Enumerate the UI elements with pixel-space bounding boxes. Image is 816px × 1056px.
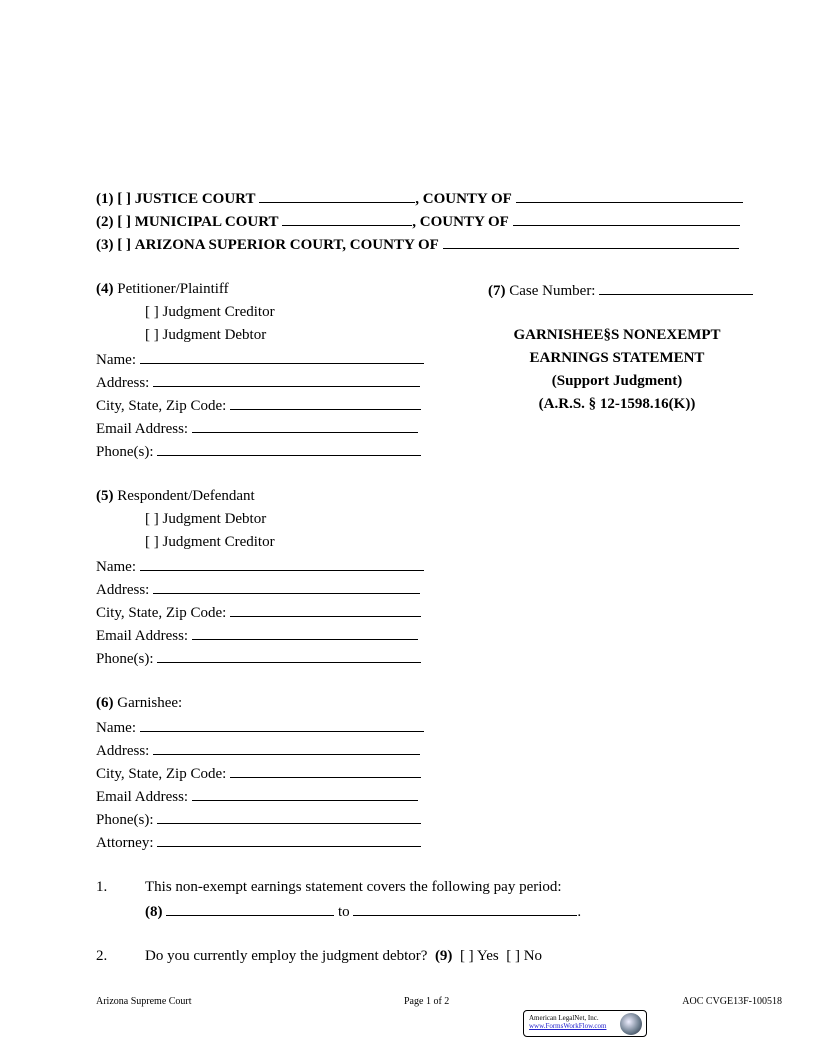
field-label: Attorney: [96,835,154,851]
petitioner-option-debtor[interactable]: [ ] Judgment Debtor [145,327,267,343]
respondent-name-row [96,556,424,574]
field-label: Name: [96,720,136,736]
field-label: City, State, Zip Code: [96,398,227,414]
field-label: Email Address: [96,789,189,805]
case-number-field[interactable] [599,280,753,295]
respondent-option-debtor[interactable]: [ ] Judgment Debtor [145,511,267,527]
item-number: (9) [434,948,453,964]
item-number: (2) [96,214,114,230]
respondent-city-row [96,602,421,620]
county-field[interactable] [513,211,740,226]
field-label: City, State, Zip Code: [96,605,227,621]
section-label: Garnishee: [117,695,183,711]
court-label: JUSTICE COURT [134,191,256,207]
garnishee-email-row [96,786,418,804]
field-label: Phone(s): [96,812,154,828]
petitioner-city-row [96,395,421,413]
phone-field[interactable] [157,441,421,456]
checkbox[interactable]: [ ] [117,214,131,230]
county-field[interactable] [443,234,739,249]
name-field[interactable] [140,556,424,571]
court-name-field[interactable] [282,211,412,226]
respondent-address-row [96,579,420,597]
address-field[interactable] [153,579,420,594]
petitioner-name-row [96,349,424,367]
item-1 [96,878,562,896]
pay-period-start-field[interactable] [166,901,334,916]
court-row-1 [96,188,743,206]
field-label: Name: [96,352,136,368]
court-label: MUNICIPAL COURT [134,214,279,230]
checkbox[interactable]: [ ] [117,191,131,207]
address-field[interactable] [153,740,420,755]
logo-name: American LegalNet, Inc. [529,1014,599,1022]
garnishee-name-row [96,717,424,735]
item-number: (5) [96,488,114,504]
county-label: , COUNTY OF [412,214,509,230]
field-label: Phone(s): [96,444,154,460]
item-number: (4) [96,281,114,297]
item-number: (6) [96,695,114,711]
globe-icon [620,1013,642,1035]
document-title [480,324,754,416]
respondent-option-creditor[interactable]: [ ] Judgment Creditor [145,534,275,550]
garnishee-heading [96,694,182,712]
yes-checkbox[interactable]: [ ] Yes [459,948,499,964]
garnishee-address-row [96,740,420,758]
attorney-field[interactable] [157,832,421,847]
field-label: Case Number: [509,283,596,299]
american-legalnet-logo[interactable] [523,1010,647,1037]
email-field[interactable] [192,625,418,640]
title-line: EARNINGS STATEMENT [529,350,705,366]
pay-period-row [145,901,581,919]
petitioner-address-row [96,372,420,390]
section-label: Respondent/Defendant [117,488,255,504]
item-number: (1) [96,191,114,207]
respondent-phone-row [96,648,421,666]
title-line: GARNISHEE§S NONEXEMPT [513,327,721,343]
footer-form-id: AOC CVGE13F-100518 [682,996,782,1007]
garnishee-city-row [96,763,421,781]
city-field[interactable] [230,763,421,778]
field-label: Address: [96,743,150,759]
name-field[interactable] [140,717,424,732]
address-field[interactable] [153,372,420,387]
court-name-field[interactable] [259,188,415,203]
phone-field[interactable] [157,809,421,824]
footer-page: Page 1 of 2 [404,996,450,1007]
respondent-heading [96,487,255,505]
field-label: Email Address: [96,628,189,644]
period: . [577,904,582,920]
section-label: Petitioner/Plaintiff [117,281,229,297]
no-checkbox[interactable]: [ ] No [506,948,543,964]
item-number: (7) [488,283,506,299]
title-line: (A.R.S. § 12-1598.16(K)) [538,396,696,412]
garnishee-phone-row [96,809,421,827]
court-label: ARIZONA SUPERIOR COURT, COUNTY OF [134,237,439,253]
court-row-2 [96,211,740,229]
email-field[interactable] [192,418,418,433]
petitioner-option-creditor[interactable]: [ ] Judgment Creditor [145,304,275,320]
city-field[interactable] [230,395,421,410]
court-row-3 [96,234,739,252]
case-number-row [488,280,753,298]
field-label: Address: [96,582,150,598]
petitioner-heading [96,280,229,298]
pay-period-end-field[interactable] [353,901,577,916]
item-number: (8) [145,904,163,920]
footer-left: Arizona Supreme Court [96,996,192,1007]
phone-field[interactable] [157,648,421,663]
respondent-email-row [96,625,418,643]
item-2 [96,947,542,965]
checkbox[interactable]: [ ] [117,237,131,253]
county-field[interactable] [516,188,743,203]
name-field[interactable] [140,349,424,364]
email-field[interactable] [192,786,418,801]
logo-link[interactable]: www.FormsWorkFlow.com [529,1022,607,1030]
field-label: Phone(s): [96,651,154,667]
field-label: Email Address: [96,421,189,437]
item-text: Do you currently employ the judgment debtor? [145,948,428,964]
item-number: (3) [96,237,114,253]
item-number: 1. [96,879,108,895]
county-label: , COUNTY OF [415,191,512,207]
city-field[interactable] [230,602,421,617]
field-label: City, State, Zip Code: [96,766,227,782]
title-line: (Support Judgment) [551,373,683,389]
field-label: Address: [96,375,150,391]
item-number: 2. [96,948,108,964]
field-label: Name: [96,559,136,575]
petitioner-phone-row [96,441,421,459]
petitioner-email-row [96,418,418,436]
garnishee-attorney-row [96,832,421,850]
to-label: to [338,904,350,920]
item-text: This non-exempt earnings statement covers the following pay period: [145,879,562,895]
